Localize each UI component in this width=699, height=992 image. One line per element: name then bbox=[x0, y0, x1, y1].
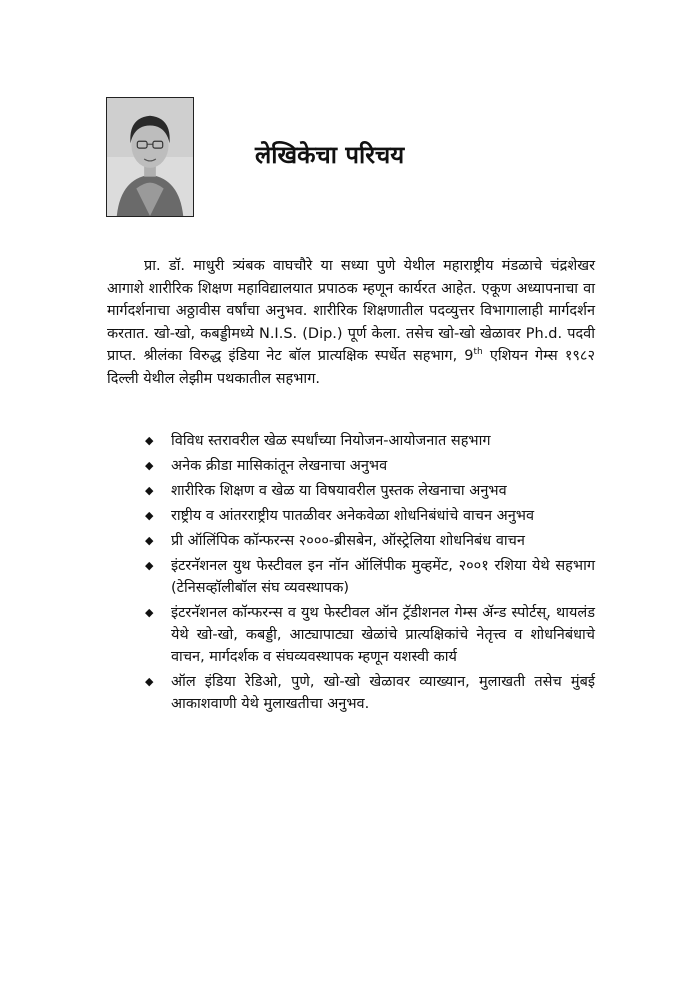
list-item bbox=[145, 505, 595, 527]
list-item bbox=[145, 555, 595, 599]
author-portrait-icon bbox=[107, 98, 193, 216]
list-item bbox=[145, 430, 595, 452]
list-item-text: विविध स्तरावरील खेळ स्पर्धांच्या नियोजन-आयोजनात सहभाग bbox=[171, 433, 491, 449]
list-item-text: ऑल इंडिया रेडिओ, पुणे, खो-खो खेळावर व्याख्यान, मुलाखती तसेच मुंबई आकाशवाणी येथे मुलाखतीचा अनुभव. bbox=[171, 674, 595, 712]
diamond-bullet-icon: ◆ bbox=[145, 534, 154, 547]
page-title: लेखिकेचा परिचय bbox=[255, 141, 405, 169]
list-item-text: शारीरिक शिक्षण व खेळ या विषयावरील पुस्तक लेखनाचा अनुभव bbox=[171, 483, 507, 499]
list-item bbox=[145, 455, 595, 477]
diamond-bullet-icon: ◆ bbox=[145, 434, 154, 447]
list-item-text: इंटरनॅशनल युथ फेस्टीवल इन नॉन ऑलिंपीक मुव्हमेंट, २००१ रशिया येथे सहभाग (टेनिसव्हॉलीबॉल संघ व्यवस्थापक) bbox=[171, 558, 595, 596]
list-item bbox=[145, 671, 595, 715]
diamond-bullet-icon: ◆ bbox=[145, 509, 154, 522]
intro-text-part-2: एशियन गेम्स १९८२ दिल्ली येथील लेझीम पथकातील सहभाग. bbox=[107, 348, 595, 387]
list-item-text: अनेक क्रीडा मासिकांतून लेखनाचा अनुभव bbox=[171, 458, 388, 474]
diamond-bullet-icon: ◆ bbox=[145, 675, 154, 688]
list-item bbox=[145, 480, 595, 502]
diamond-bullet-icon: ◆ bbox=[145, 606, 154, 619]
list-item bbox=[145, 530, 595, 552]
intro-text-part-1: प्रा. डॉ. माधुरी त्र्यंबक वाघचौरे या सध्या पुणे येथील महाराष्ट्रीय मंडळाचे चंद्रशेखर आगाशे शारीरिक शिक्षण महाविद्यालयात प्रपाठक म्हणून कार्यरत आहेत. एकूण अध्यापनाचा वा मार्गदर्शनाचा अठ्ठावीस वर्षांचा अनुभव. शारीरिक शिक्षणातील पदव्युत्तर विभागालाही मार्गदर्शन करतात. खो-खो, कबड्डीमध्ये N.I.S. (Dip.) पूर्ण केला. तसेच खो-खो खेळावर Ph.d. पदवी प्राप्त. श्रीलंका विरुद्ध इंडिया नेट बॉल प्रात्यक्षिक स्पर्धेत सहभाग, 9 bbox=[107, 258, 595, 364]
list-item-text: प्री ऑलिंपिक कॉन्फरन्स २०००-ब्रीसबेन, ऑस्ट्रेलिया शोधनिबंध वाचन bbox=[171, 533, 525, 549]
list-item-text: राष्ट्रीय व आंतरराष्ट्रीय पातळीवर अनेकवेळा शोधनिबंधांचे वाचन अनुभव bbox=[171, 508, 535, 524]
diamond-bullet-icon: ◆ bbox=[145, 459, 154, 472]
achievements-list bbox=[145, 430, 595, 718]
list-item bbox=[145, 602, 595, 668]
diamond-bullet-icon: ◆ bbox=[145, 559, 154, 572]
list-item-text: इंटरनॅशनल कॉन्फरन्स व युथ फेस्टीवल ऑन ट्रॅडीशनल गेम्स ॲन्ड स्पोर्टस्, थायलंड येथे खो-खो, कबड्डी, आट्यापाट्या खेळांचे प्रात्यक्षिकांचे नेतृत्त्व व शोधनिबंधाचे वाचन, मार्गदर्शक व संघव्यवस्थापक म्हणून यशस्वी कार्य bbox=[171, 605, 595, 665]
diamond-bullet-icon: ◆ bbox=[145, 484, 154, 497]
author-photo bbox=[106, 97, 194, 217]
intro-paragraph bbox=[107, 255, 595, 390]
ordinal-suffix: th bbox=[473, 347, 483, 358]
